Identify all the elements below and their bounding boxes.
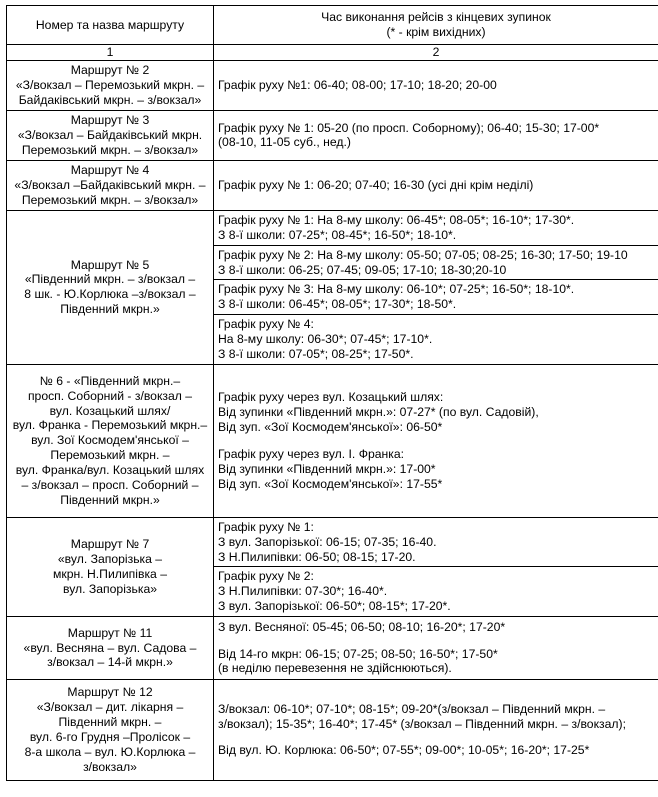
- route-schedule-6: Графік руху через вул. Козацький шлях: Від зупинки «Південний мкрн.»: 07-27* (по вул. Садовій), Від зуп. «Зої Космодем'янської»: 06-50* Графік руху через вул. І. Франка: Від зупинки «Південний мкрн.»: 17-00* Від зуп. «Зої Космодем'янської»: 17-55*: [214, 364, 658, 517]
- route-name-11: Маршрут № 11 «вул. Весняна – вул. Садова – з/вокзал – 14-й мкрн.»: [7, 617, 214, 680]
- route-schedule-12: З/вокзал: 06-10*; 07-10*; 08-15*; 09-20*(з/вокзал – Південний мкрн. – з/вокзал); 15-35*; 16-40*; 17-45* (з/вокзал – Південний мкрн. – з/вокзал); Від вул. Ю. Корлюка: 06-50*; 07-55*; 09-00*; 10-05*; 16-20*; 17-25*: [214, 680, 658, 781]
- header-route-name: Номер та назва маршруту: [7, 6, 214, 45]
- route-name-12: Маршрут № 12 «З/вокзал – дит. лікарня – Південний мкрн. – вул. 6-го Грудня –Пролісок – 8-а школа – вул. Ю.Корлюка – з/вокзал»: [7, 680, 214, 781]
- route-row-5-a: [7, 210, 658, 245]
- route-name-4: Маршрут № 4 «З/вокзал –Байдаківський мкрн. – Перемозький мкрн. – з/вокзал»: [7, 160, 214, 210]
- route-7-schedule-2: Графік руху № 2: З Н.Пилипівки: 07-30*; 16-40*. З вул. Запорізької: 06-50*; 08-15*; 17-20*.: [214, 567, 658, 617]
- route-name-5: Маршрут № 5 «Південний мкрн. – з/вокзал – 8 шк. - Ю.Корлюка –з/вокзал – Південний мкрн.»: [7, 210, 214, 364]
- route-5-schedule-4: Графік руху № 4: На 8-му школу: 06-30*; 07-45*; 17-10*. З 8-ї школи: 07-05*; 08-25*; 17-50*.: [214, 315, 658, 365]
- route-5-schedule-1: Графік руху № 1: На 8-му школу: 06-45*; 08-05*; 16-10*; 17-30*. З 8-ї школи: 07-25*; 08-45*; 16-50*; 18-10*.: [214, 210, 658, 245]
- header-schedule: Час виконання рейсів з кінцевих зупинок (* - крім вихідних): [214, 6, 658, 45]
- route-7-schedule-1: Графік руху № 1: З вул. Запорізької: 06-15; 07-35; 16-40. З Н.Пилипівки: 06-50; 08-15; 17-20.: [214, 517, 658, 567]
- column-number-1: 1: [7, 45, 214, 61]
- route-schedule-3: Графік руху № 1: 05-20 (по просп. Соборному); 06-40; 15-30; 17-00* (08-10, 11-05 суб., нед.): [214, 110, 658, 160]
- route-row-11: [7, 617, 658, 680]
- header-row: [7, 6, 658, 45]
- column-number-row: [7, 45, 658, 61]
- column-number-2: 2: [214, 45, 658, 61]
- route-name-2: Маршрут № 2 «З/вокзал – Перемозький мкрн. – Байдаківський мкрн. – з/вокзал»: [7, 60, 214, 110]
- route-row-7-a: [7, 517, 658, 567]
- route-schedule-table: [6, 5, 658, 781]
- schedule-document: [6, 5, 654, 781]
- route-schedule-2: Графік руху №1: 06-40; 08-00; 17-10; 18-20; 20-00: [214, 60, 658, 110]
- route-5-schedule-3: Графік руху № 3: На 8-му школу: 06-10*; 07-25*; 16-50*; 18-10*. З 8-ї школи: 06-45*; 08-05*; 17-30*; 18-50*.: [214, 280, 658, 315]
- route-name-7: Маршрут № 7 «вул. Запорізька – мкрн. Н.Пилипівка – вул. Запорізька»: [7, 517, 214, 616]
- route-schedule-4: Графік руху № 1: 06-20; 07-40; 16-30 (усі дні крім неділі): [214, 160, 658, 210]
- route-schedule-11: З вул. Весняної: 05-45; 06-50; 08-10; 16-20*; 17-20* Від 14-го мкрн: 06-15; 07-25; 08-50; 16-50*; 17-50* (в неділю перевезення не здійснюються).: [214, 617, 658, 680]
- route-name-3: Маршрут № 3 «З/вокзал – Байдаківський мкрн. Перемозький мкрн. – з/вокзал»: [7, 110, 214, 160]
- route-5-schedule-2: Графік руху № 2: На 8-му школу: 05-50; 07-05; 08-25; 16-30; 17-50; 19-10 З 8-ї школи: 06-25; 07-45; 09-05; 17-10; 18-30;20-10: [214, 245, 658, 280]
- route-row-4: [7, 160, 658, 210]
- route-row-3: [7, 110, 658, 160]
- route-row-2: [7, 60, 658, 110]
- route-row-12: [7, 680, 658, 781]
- route-row-6: [7, 364, 658, 517]
- route-name-6: № 6 - «Південний мкрн.– просп. Соборний - з/вокзал – вул. Козацький шлях/ вул. Франка - Перемозький мкрн.– вул. Зої Космодем'янської – Перемозький мкрн. – вул. Франка/вул. Козацький шлях – з/вокзал – просп. Соборний – Південний мкрн.»: [7, 364, 214, 517]
